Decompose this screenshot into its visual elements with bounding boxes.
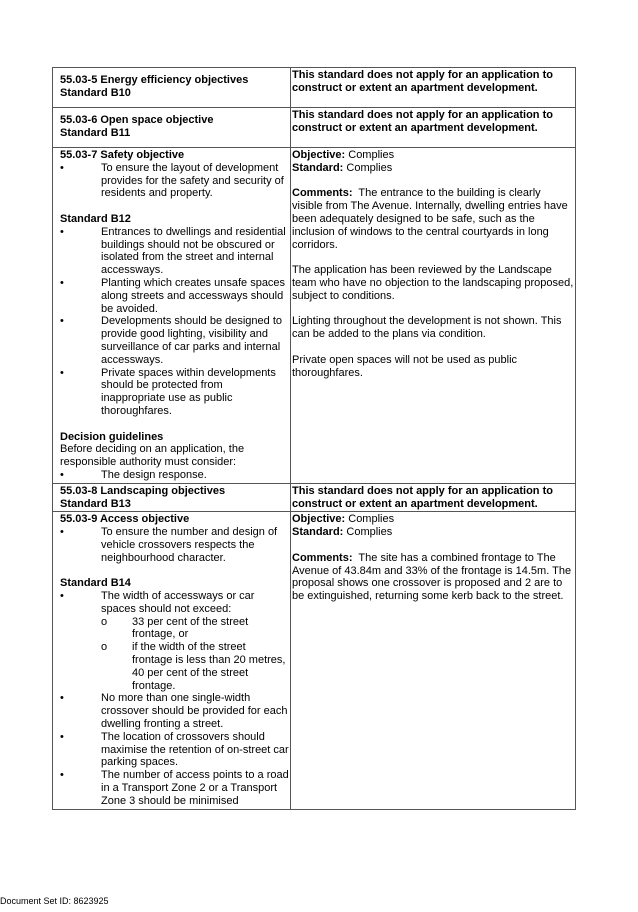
- standard-label: Standard B11: [60, 126, 131, 139]
- list-item: • Entrances to dwellings and residential buildings should not be obscured or isolated from the street and internal accessways.: [60, 225, 286, 277]
- decision-list: [60, 469, 289, 482]
- standard-label: Standard B14: [60, 577, 131, 590]
- bullet-icon: •: [60, 468, 64, 481]
- response-cell: [291, 108, 576, 148]
- bullet-icon: •: [60, 526, 64, 539]
- response-cell: [291, 483, 576, 512]
- standard-cell: [53, 512, 291, 809]
- table-row: [53, 148, 576, 484]
- objective-list: [60, 526, 289, 564]
- standard-cell: [53, 483, 291, 512]
- standard-list: [60, 590, 289, 808]
- list-item: • No more than one single-width crossover should be provided for each dwelling fronting a street.: [60, 692, 288, 731]
- bullet-icon: •: [60, 161, 64, 174]
- list-item: • To ensure the number and design of vehicle crossovers respects the neighbourhood character.: [60, 526, 278, 564]
- bullet-icon: •: [60, 225, 64, 238]
- bullet-icon: •: [60, 730, 64, 743]
- table-row: [53, 108, 576, 148]
- response-text: This standard does not apply for an application to construct or extent an apartment development.: [292, 484, 553, 510]
- list-item: • Private spaces within developments should be protected from inappropriate use as public thoroughfares.: [60, 366, 276, 417]
- objective-status: Objective: Complies: [292, 149, 395, 161]
- sub-list: [101, 616, 289, 693]
- assessment-table: [52, 67, 576, 810]
- decision-heading: Decision guidelines: [60, 430, 164, 443]
- list-item: • Developments should be designed to provide good lighting, visibility and surveillance of car parks and internal accessways.: [60, 315, 283, 366]
- table-row: [53, 68, 576, 108]
- standard-label: Standard B12: [60, 212, 131, 225]
- standard-list: [60, 226, 289, 418]
- list-item: • The width of accessways or car spaces should not exceed: o 33 per cent of the street frontage, or o if the width of the street frontage is less than 20 metres, 40 per cent of the street frontage.: [60, 590, 289, 692]
- circle-bullet-icon: o: [101, 615, 108, 628]
- standard-cell: [53, 108, 291, 148]
- objective-status: Objective: Complies: [292, 513, 395, 526]
- sub-list-item: o 33 per cent of the street frontage, or: [101, 615, 249, 641]
- standard-status: Standard: Complies: [292, 526, 393, 539]
- bullet-icon: •: [60, 769, 64, 782]
- clause-title: 55.03-8 Landscaping objectives: [60, 484, 226, 497]
- clause-title: 55.03-7 Safety objective: [60, 149, 185, 161]
- objective-list: [60, 162, 289, 200]
- list-item: • To ensure the layout of development provides for the safety and security of residents and property.: [60, 161, 284, 200]
- response-text: This standard does not apply for an application to construct or extent an apartment development.: [292, 69, 553, 94]
- list-item: • The design response.: [60, 468, 207, 481]
- comments: Comments: The site has a combined frontage to The Avenue of 43.84m and 33% of the frontage is 14.5m. The proposal shows one crossover is proposed and 2 are to be extinguished, returning some kerb back to the street.: [292, 551, 575, 603]
- decision-intro: Before deciding on an application, the responsible authority must consider:: [60, 443, 245, 469]
- list-item: • Planting which creates unsafe spaces along streets and accessways should be avoided.: [60, 276, 286, 315]
- bullet-icon: •: [60, 315, 64, 328]
- document-set-id: Document Set ID: 8623925: [0, 896, 109, 906]
- response-text: This standard does not apply for an application to construct or extent an apartment development.: [292, 109, 553, 134]
- response-cell: [291, 512, 576, 809]
- comment-paragraph: Lighting throughout the development is not shown. This can be added to the plans via condition.: [292, 315, 562, 341]
- clause-title: 55.03-9 Access objective: [60, 513, 190, 526]
- response-cell: [291, 68, 576, 108]
- clause-title: 55.03-6 Open space objective: [60, 114, 214, 126]
- list-item: • The location of crossovers should maximise the retention of on-street car parking spaces.: [60, 730, 289, 769]
- table-row: [53, 483, 576, 512]
- bullet-icon: •: [60, 590, 64, 603]
- standard-label: Standard B13: [60, 497, 131, 510]
- bullet-icon: •: [60, 366, 64, 379]
- bullet-icon: •: [60, 276, 64, 289]
- bullet-icon: •: [60, 692, 64, 705]
- table-row: [53, 512, 576, 809]
- standard-cell: [53, 68, 291, 108]
- clause-title: 55.03-5 Energy efficiency objectives: [60, 74, 249, 86]
- response-cell: [291, 148, 576, 484]
- comment-paragraph: The application has been reviewed by the Landscape team who have no objection to the landscaping proposed, subject to conditions.: [292, 264, 574, 302]
- circle-bullet-icon: o: [101, 641, 108, 654]
- comments: Comments: The entrance to the building is clearly visible from The Avenue. Internally, dwelling entries have been adequately designed to be safe, such as the inclusion of windows to the central courtyards in long corridors.: [292, 187, 571, 251]
- list-item: • The number of access points to a road in a Transport Zone 2 or a Transport Zone 3 should be minimised: [60, 769, 289, 807]
- standard-cell: [53, 148, 291, 484]
- comment-paragraph: Private open spaces will not be used as public thoroughfares.: [292, 353, 518, 379]
- sub-list-item: o if the width of the street frontage is less than 20 metres, 40 per cent of the street frontage.: [101, 641, 286, 692]
- standard-status: Standard: Complies: [292, 161, 393, 174]
- standard-label: Standard B10: [60, 86, 131, 99]
